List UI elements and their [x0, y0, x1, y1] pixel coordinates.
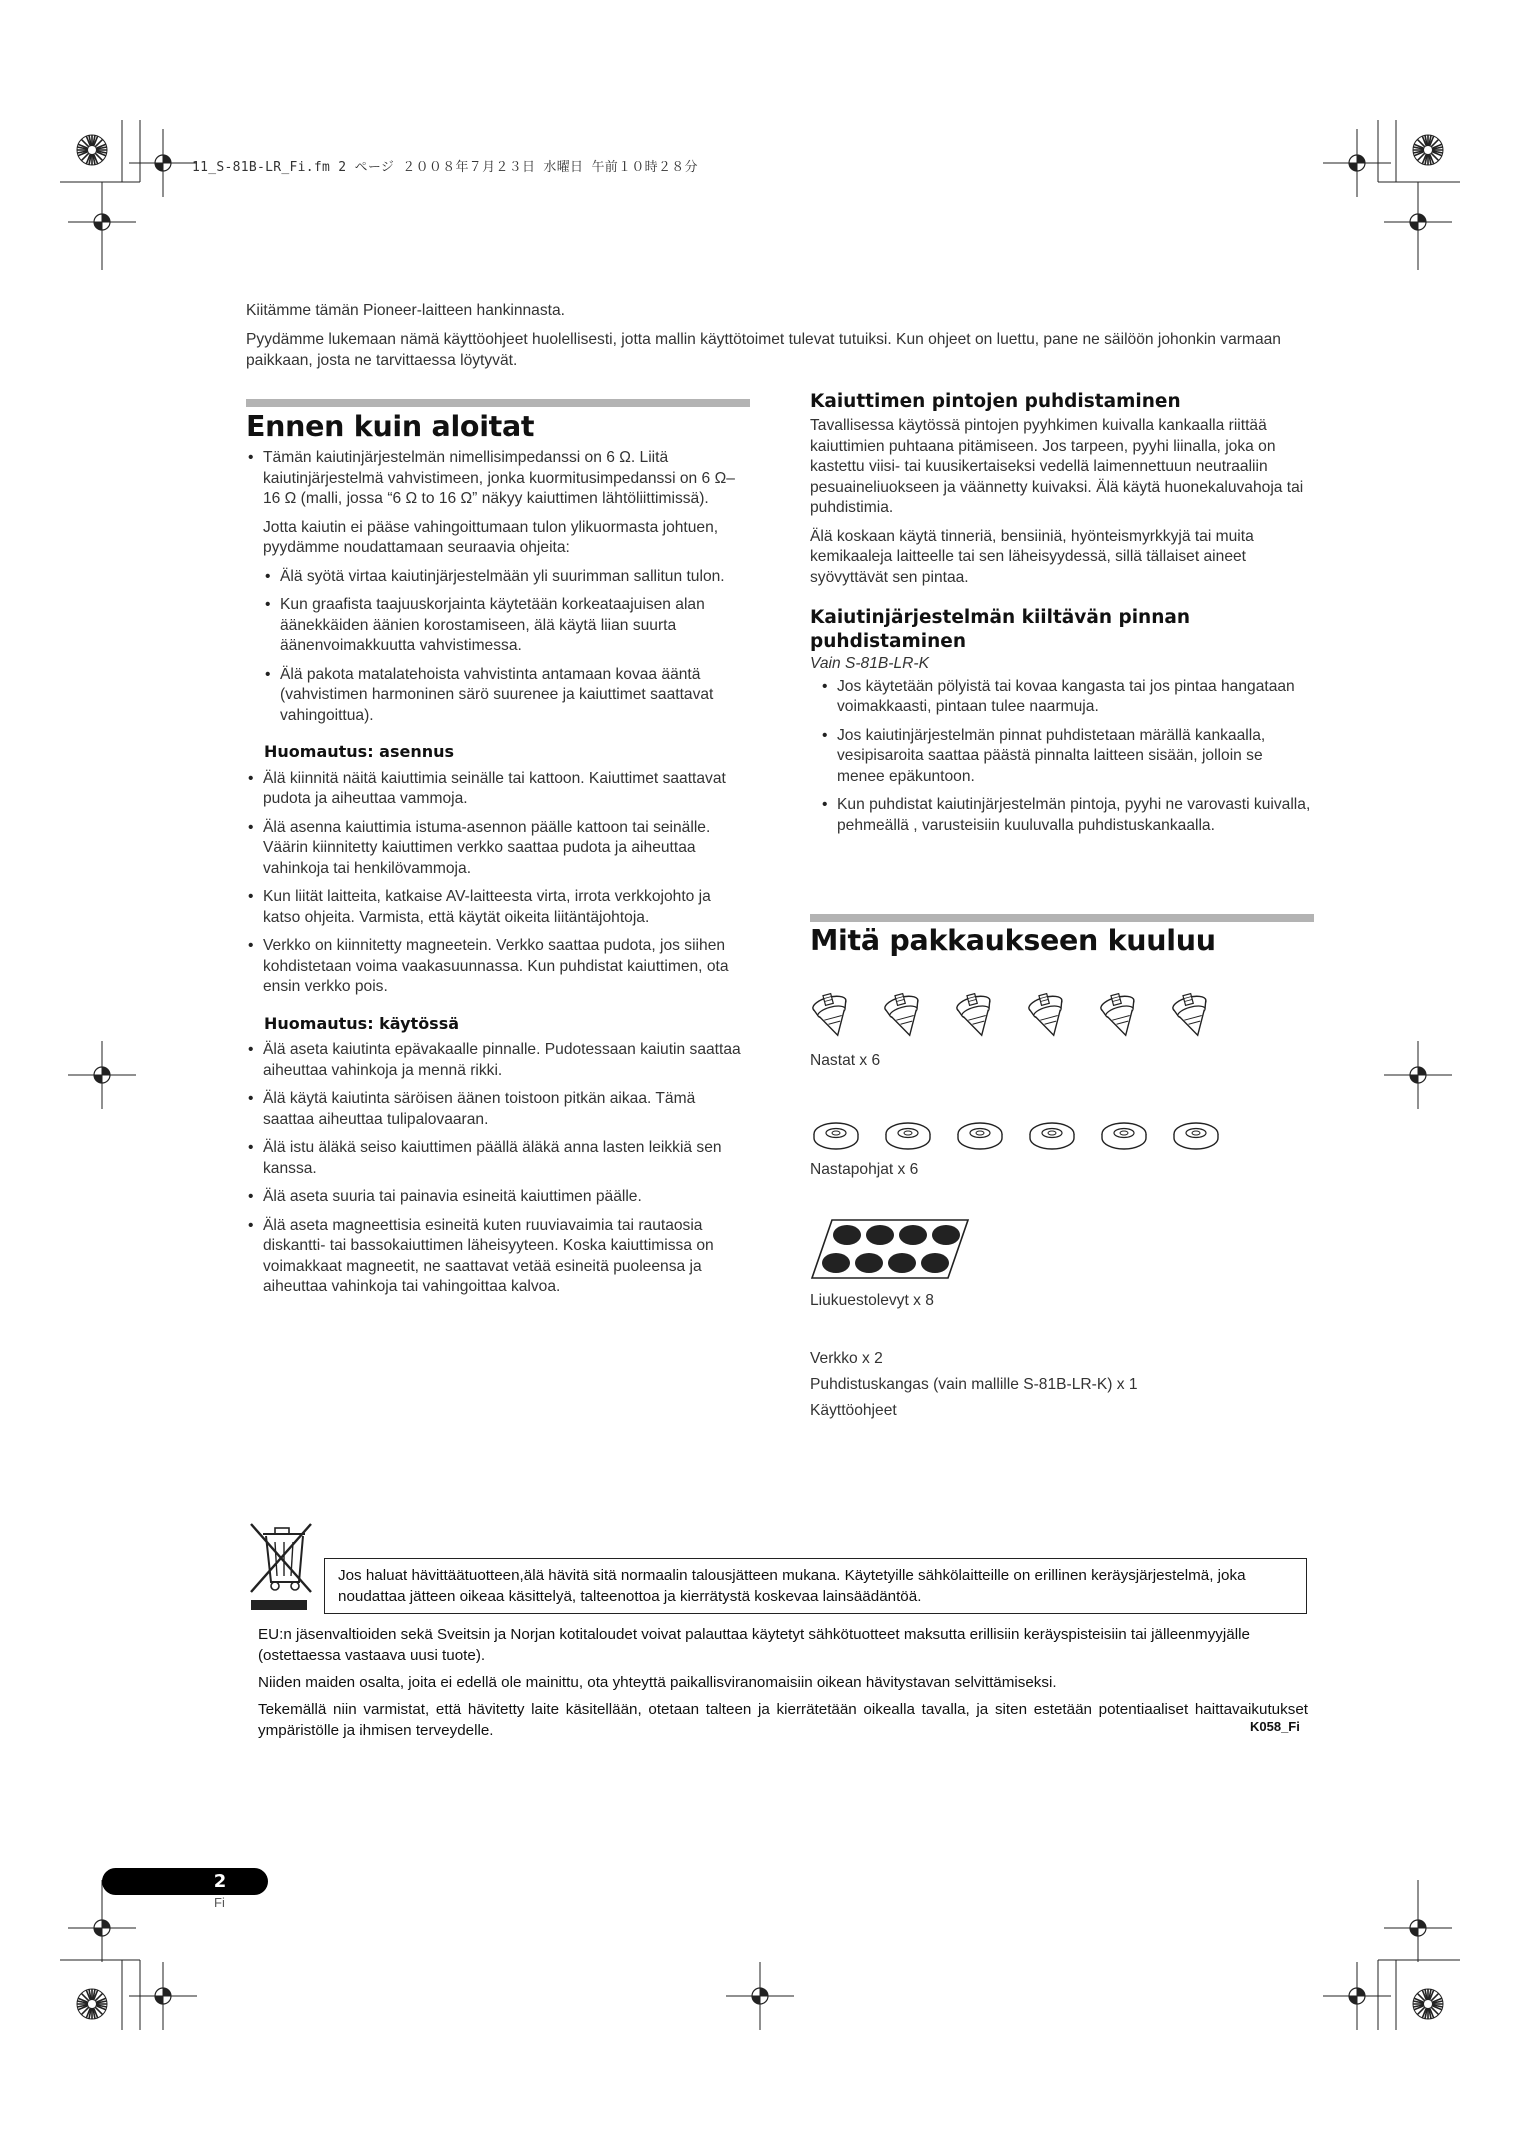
list-item: • Verkko on kiinnitetty magneetein. Verkko saattaa pudota, jos siihen kohdistetaan voima vaakasuunnassa. Kun puhdistat kaiuttimen, ota ensin verkko pois.: [246, 936, 750, 998]
spike-bases-label: Nastapohjat x 6: [810, 1161, 919, 1178]
weee-code: K058_Fi: [1250, 1719, 1300, 1734]
spike-base-icon: [886, 1123, 930, 1149]
weee-notice-box: Jos haluat hävittäätuotteen,älä hävitä sitä normaalin talousjätteen mukana. Käytetyille sähkölaitteille on erillinen keräysjärjestelmä, joka noudattaa jätteen oikeaa käsittelyä, talteenottoa ja kierrätystä koskevaa lainsäädäntöä.: [324, 1558, 1307, 1614]
page-language: Fi: [214, 1895, 225, 1910]
gloss-cleaning-list: [810, 677, 1314, 837]
section-bar-left: [246, 399, 750, 407]
before-start-body: [246, 448, 750, 1306]
spike-base-icon: [1102, 1123, 1146, 1149]
spikes-label: Nastat x 6: [810, 1052, 881, 1069]
overload-list: [263, 567, 750, 727]
model-note: Vain S-81B-LR-K: [810, 655, 930, 672]
list-item: • Älä pakota matalatehoista vahvistinta antamaan kovaa ääntä (vahvistimen harmoninen särö suurenee ja kaiuttimet saattavat vahingoittua).: [263, 665, 750, 727]
list-item: • Jos kaiutinjärjestelmän pinnat puhdistetaan märällä kankaalla, vesipisaroita saattaa päästä pinnalta laitteen sisään, jolloin se menee epäkuntoon.: [820, 726, 1314, 788]
spike-icon: [882, 990, 926, 1039]
spike-base-icon: [814, 1123, 858, 1149]
page-number-tab: [102, 1868, 268, 1895]
list-item: • Kun puhdistat kaiutinjärjestelmän pintoja, pyyhi ne varovasti kuivalla, pehmeällä , varusteisiin kuuluvalla puhdistuskankaalla.: [820, 795, 1314, 836]
list-item: • Älä aseta kaiutinta epävakaalle pinnalle. Pudotessaan kaiutin saattaa aiheuttaa vahinkoja ja mennä rikki.: [246, 1040, 750, 1081]
section-bar-right: [810, 914, 1314, 922]
pads-illustration: [810, 1218, 970, 1282]
weee-p3: Tekemällä niin varmistat, että hävitetty laite käsitellään, otetaan talteen ja kierrätetään oikealla tavalla, ja siten estetään potentiaaliset haittavaikutukset ympäristölle ja ihmisen terveydelle.: [258, 1701, 1308, 1739]
install-note-heading: Huomautus: asennus: [264, 742, 455, 761]
page-number: 2: [213, 1871, 227, 1892]
use-note-heading: Huomautus: käytössä: [264, 1013, 460, 1033]
impedance-bullet: • Tämän kaiutinjärjestelmän nimellisimpedanssi on 6 Ω. Liitä kaiutinjärjestelmä vahvistimeen, jonka kuormitusimpedanssi on 6 Ω–16 Ω (malli, jossa “6 Ω to 16 Ω” näkyy kaiuttimen lähtöliittimissä). Jotta kaiutin ei pääse vahingoittumaan tulon ylikuormasta johtuen, pyydämme noudattamaan seuraavia ohjeita: • Älä syötä virtaa kaiutinjärjestelmään yli suurimman sallitun tulon. • Kun graafista taajuuskorjainta käytetään korkeataajuisen alan äänekkäiden äänien korostamiseen, älä käytä liian suurta äänenvoimakkuutta vahvistimessa. • Älä pakota matalatehoista vahvistinta antamaan kovaa ääntä (vahvistimen harmoninen särö suurenee ja kaiuttimet saattavat vahingoittua).: [246, 448, 750, 726]
package-other-items: [810, 1346, 1138, 1424]
pads-label: Liukuestolevyt x 8: [810, 1292, 934, 1309]
cleaning-p2: Älä koskaan käytä tinneriä, bensiiniä, hyönteismyrkkyjä tai muita kemikaaleja laitteelle tai sen läheisyydessä, sillä tällaiset aineet syövyttävät sen pintaa.: [810, 527, 1254, 586]
list-item: • Älä käytä kaiutinta säröisen äänen toistoon pitkän aikaa. Tämä saattaa aiheuttaa tulipalovaaran.: [246, 1089, 750, 1130]
spike-base-icon: [1174, 1123, 1218, 1149]
list-item: • Kun graafista taajuuskorjainta käytetään korkeataajuisen alan äänekkäiden äänien korostamiseen, älä käytä liian suurta äänenvoimakkuutta vahvistimessa.: [263, 595, 750, 657]
spike-base-icon: [958, 1123, 1002, 1149]
weee-p1: EU:n jäsenvaltioiden sekä Sveitsin ja Norjan kotitaloudet voivat palauttaa käytetyt sähkötuotteet maksutta erillisiin keräyspisteisiin tai jälleenmyyjälle (ostettaessa vastaava uusi tuote).: [258, 1626, 1250, 1664]
list-item: Käyttöohjeet: [810, 1402, 897, 1419]
spike-base-icon: [1030, 1123, 1074, 1149]
spike-icon: [810, 990, 854, 1039]
spike-icon: [954, 990, 998, 1039]
intro-instructions: Pyydämme lukemaan nämä käyttöohjeet huolellisesti, jotta mallin käyttötoimet tulevat tutuiksi. Kun ohjeet on luettu, pane ne säilöön johonkin varmaan paikkaan, josta ne tarvittaessa löytyvät.: [246, 331, 1281, 369]
weee-details: [258, 1624, 1308, 1741]
cleaning-section: [810, 390, 1314, 844]
list-item: • Älä syötä virtaa kaiutinjärjestelmään yli suurimman sallitun tulon.: [263, 567, 750, 588]
spikes-illustration: [810, 990, 1230, 1042]
section-title-before-start: Ennen kuin aloitat: [246, 410, 535, 443]
cleaning-p1: Tavallisessa käytössä pintojen pyyhkimen kuivalla kankaalla riittää kaiuttimien puhtaana pitämiseen. Jos tarpeen, pyyhi liinalla, joka on kastettu viisi- tai kuusikertaiseksi vedellä laimennettuun neutraaliin pesuaineliuokseen ja väännetty kuivaksi. Älä käytä huonekaluvahoja tai puhdistimia.: [810, 417, 1304, 516]
list-item: Verkko x 2: [810, 1350, 883, 1367]
list-item: • Älä istu äläkä seiso kaiuttimen päällä äläkä anna lasten leikkiä sen kanssa.: [246, 1138, 750, 1179]
list-item: • Älä aseta magneettisia esineitä kuten ruuviavaimia tai rautaosia diskantti- tai bassokaiuttimen läheisyyteen. Koska kaiuttimissa on voimakkaat magneetit, ne saattavat vetää esineitä puoleensa ja aiheuttaa vahinkoja tai vahingoittaa kalvoa.: [246, 1216, 750, 1298]
intro: [246, 300, 1310, 379]
crossed-bin-icon: [247, 1520, 315, 1616]
spike-bases-illustration: [810, 1114, 1230, 1154]
weee-p2: Niiden maiden osalta, joita ei edellä ole mainittu, ota yhteyttä paikallisviranomaisiin oikean hävitystavan selvittämiseksi.: [258, 1674, 1057, 1691]
install-list: [246, 769, 750, 998]
list-item: • Älä kiinnitä näitä kaiuttimia seinälle tai kattoon. Kaiuttimet saattavat pudota ja aiheuttaa vammoja.: [246, 769, 750, 810]
use-list: [246, 1040, 750, 1298]
spike-icon: [1170, 990, 1214, 1039]
list-item: • Älä asenna kaiuttimia istuma-asennon päälle kattoon tai seinälle. Väärin kiinnitetty kaiuttimen verkko saattaa pudota ja aiheuttaa vahinkoja tai henkilövammoja.: [246, 818, 750, 880]
gloss-cleaning-heading: Kaiutinjärjestelmän kiiltävän pinnan puhdistaminen: [810, 607, 1191, 652]
spike-icon: [1098, 990, 1142, 1039]
spike-icon: [1026, 990, 1070, 1039]
intro-thanks: Kiitämme tämän Pioneer-laitteen hankinnasta.: [246, 302, 565, 319]
list-item: • Jos käytetään pölyistä tai kovaa kangasta tai jos pintaa hangataan voimakkaasti, pintaan tulee naarmuja.: [820, 677, 1314, 718]
file-header-line: 11_S-81B-LR_Fi.fm 2 ページ ２００８年７月２３日 水曜日 午前１０時２８分: [192, 160, 698, 175]
cleaning-heading: Kaiuttimen pintojen puhdistaminen: [810, 391, 1181, 412]
list-item: Puhdistuskangas (vain mallille S-81B-LR-K) x 1: [810, 1376, 1138, 1393]
list-item: • Älä aseta suuria tai painavia esineitä kaiuttimen päälle.: [246, 1187, 750, 1208]
section-title-package: Mitä pakkaukseen kuuluu: [810, 924, 1216, 957]
list-item: • Kun liität laitteita, katkaise AV-laitteesta virta, irrota verkkojohto ja katso ohjeita. Varmista, että käytät oikeita liitäntäjohtoja.: [246, 887, 750, 928]
overload-intro: Jotta kaiutin ei pääse vahingoittumaan tulon ylikuormasta johtuen, pyydämme noudattamaan seuraavia ohjeita:: [263, 518, 719, 556]
